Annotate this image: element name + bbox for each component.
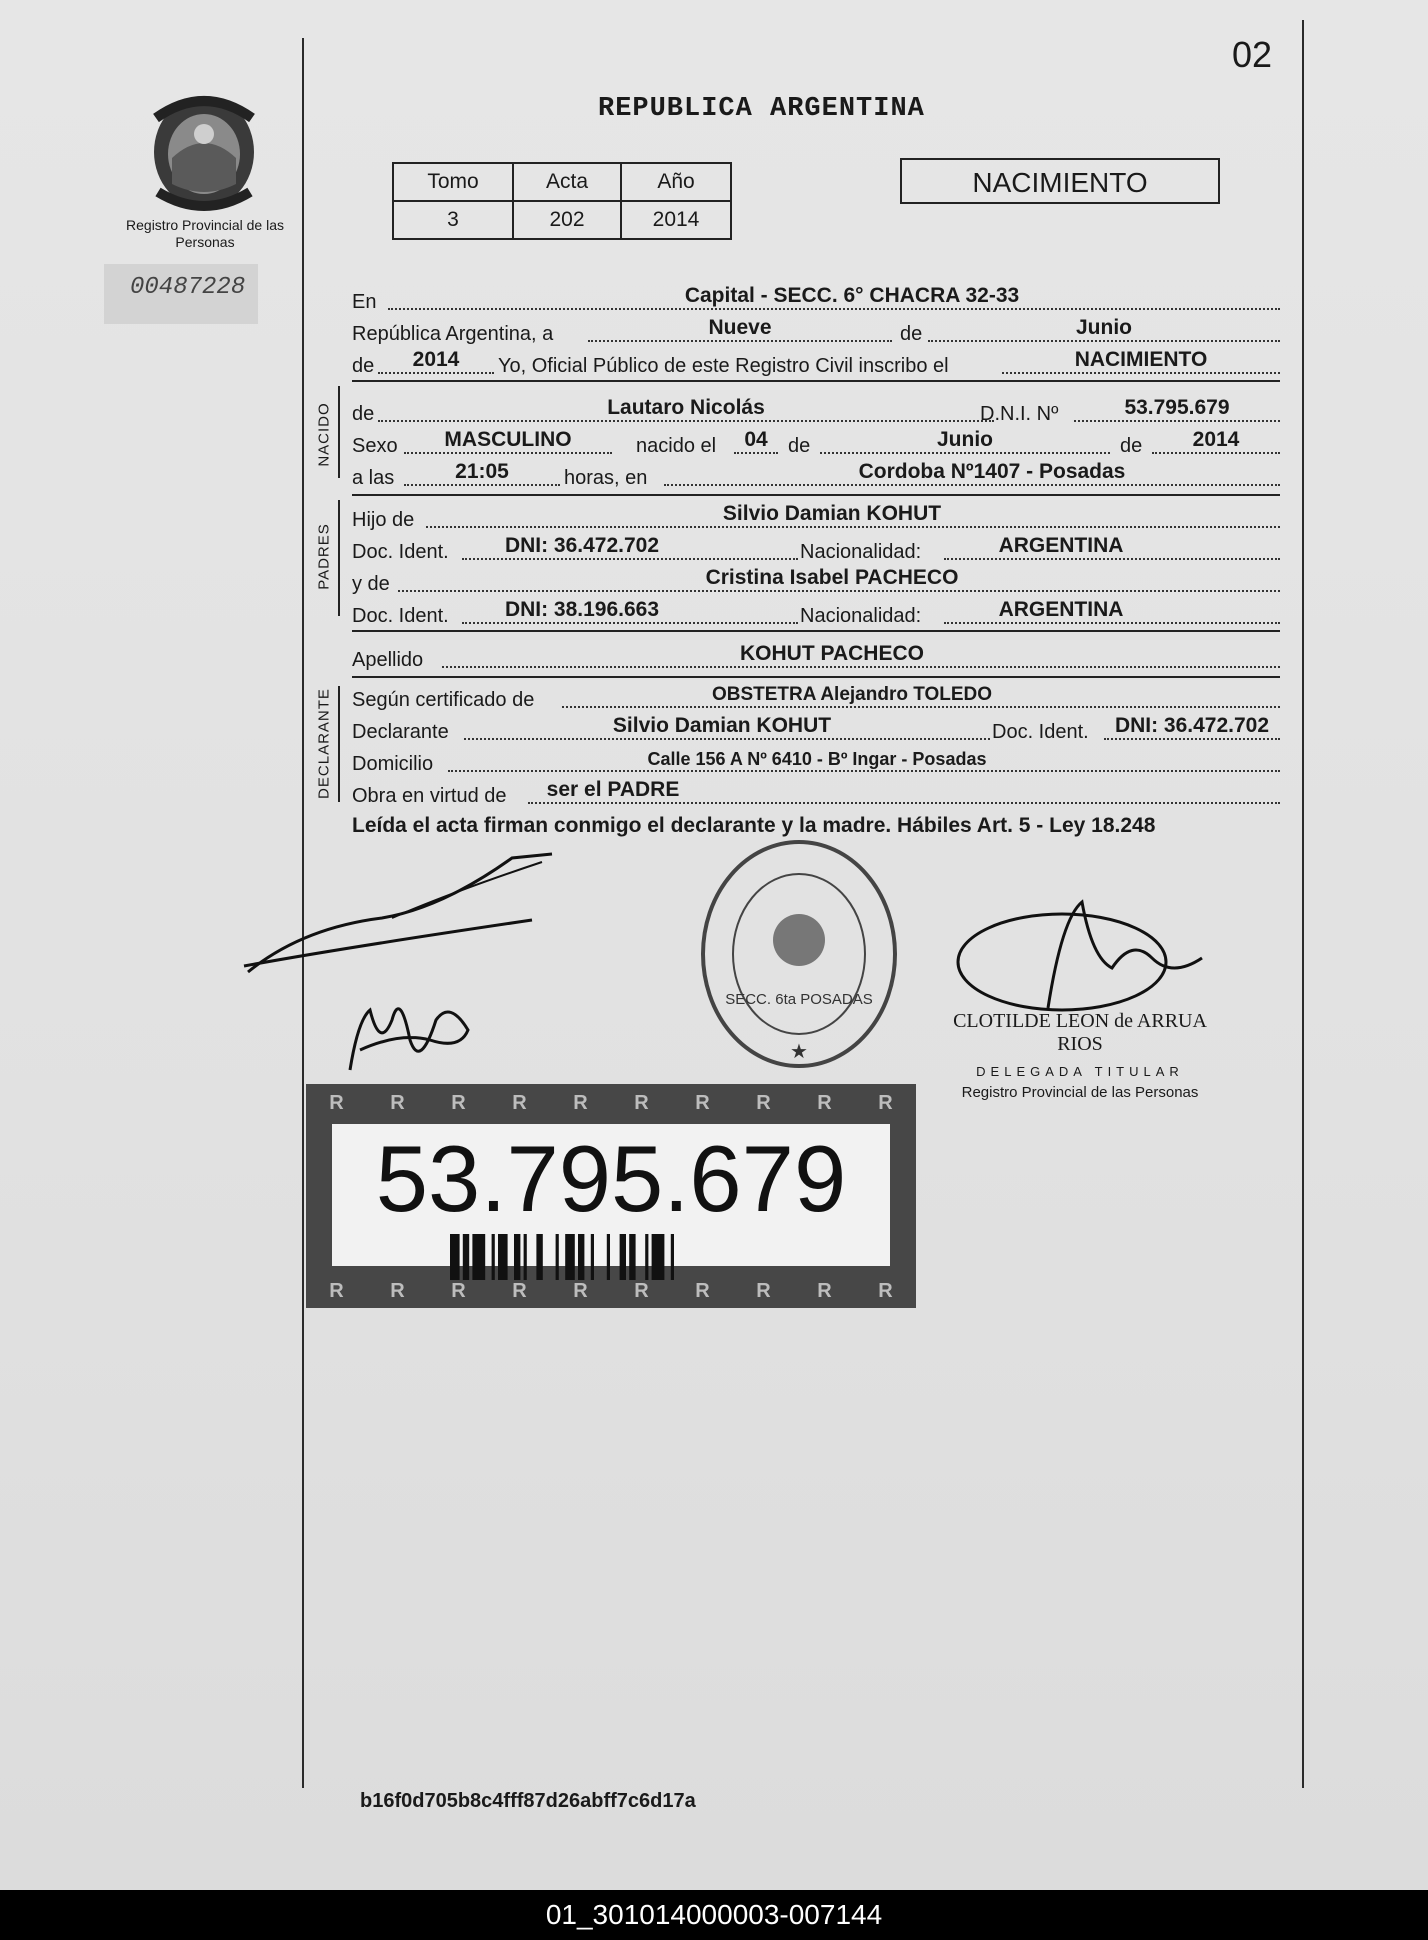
label-pattern-bottom <box>306 1276 916 1306</box>
label-declarante: Declarante <box>352 721 449 743</box>
barcode-bar <box>536 1234 542 1280</box>
label-pattern-top <box>306 1088 916 1118</box>
label-apellido: Apellido <box>352 649 424 671</box>
row-en <box>352 282 1280 314</box>
record-type-box: NACIMIENTO <box>900 158 1220 204</box>
label-doc-ident-padre: Doc. Ident. <box>352 541 449 563</box>
row-madre <box>352 564 1280 596</box>
value-anio-acta: 2014 <box>412 348 460 371</box>
pattern-mark: R <box>390 1091 405 1114</box>
label-de-anio-nac: de <box>1120 435 1143 457</box>
value-nombre: Lautaro Nicolás <box>607 396 765 419</box>
label-white-area <box>332 1124 890 1266</box>
barcode-bar <box>472 1234 485 1280</box>
label-nacionalidad-padre: Nacionalidad: <box>800 541 922 563</box>
barcode-bar <box>450 1234 460 1280</box>
value-domicilio: Calle 156 A Nº 6410 - Bº Ingar - Posadas <box>647 749 987 769</box>
pattern-mark: R <box>817 1279 832 1302</box>
section-label-padres: PADRES <box>315 523 333 590</box>
official-stamp-icon <box>698 836 900 1072</box>
barcode-bar <box>652 1234 665 1280</box>
value-anio: 2014 <box>621 201 731 239</box>
row-domicilio <box>352 744 1280 776</box>
value-padre-doc: DNI: 36.472.702 <box>504 534 660 557</box>
label-hijo-de: Hijo de <box>352 509 415 531</box>
declarant-signature-icon <box>242 848 562 978</box>
label-de-nombre: de <box>352 403 375 425</box>
section-bar-declarante <box>338 686 340 802</box>
pattern-mark: R <box>329 1091 344 1114</box>
value-mes: Junio <box>1076 316 1132 339</box>
row-nombre <box>352 394 1280 426</box>
value-madre-doc: DNI: 38.196.663 <box>504 598 660 621</box>
pattern-mark: R <box>512 1091 527 1114</box>
pattern-mark: R <box>634 1279 649 1302</box>
label-doc-ident-madre: Doc. Ident. <box>352 605 449 627</box>
label-sexo: Sexo <box>352 435 398 457</box>
value-dni: 53.795.679 <box>1124 396 1230 419</box>
serial-number: 00487228 <box>104 264 258 324</box>
section-bar-nacido <box>338 386 340 478</box>
value-padre-nac: ARGENTINA <box>998 534 1124 557</box>
value-lugar: Capital - SECC. 6° CHACRA 32-33 <box>684 284 1020 307</box>
row-obra-virtud <box>352 776 1280 808</box>
document-hash: b16f0d705b8c4fff87d26abff7c6d17a <box>360 1790 696 1812</box>
value-acto: NACIMIENTO <box>1074 348 1208 371</box>
row-republica <box>352 314 1280 346</box>
pattern-mark: R <box>756 1091 771 1114</box>
section-rule <box>352 494 1280 496</box>
barcode-bar <box>629 1234 635 1280</box>
barcode-bar <box>671 1234 674 1280</box>
pattern-mark: R <box>573 1091 588 1114</box>
value-hora: 21:05 <box>455 460 509 483</box>
pattern-mark: R <box>817 1091 832 1114</box>
record-table <box>392 162 732 240</box>
value-mes-nac: Junio <box>937 428 993 451</box>
value-obra-virtud: ser el PADRE <box>546 778 680 801</box>
province-crest-icon <box>146 88 262 216</box>
value-padre: Silvio Damian KOHUT <box>722 502 942 525</box>
svg-text:★: ★ <box>790 1041 808 1063</box>
value-certificado: OBSTETRA Alejandro TOLEDO <box>711 684 993 705</box>
section-rule <box>352 380 1280 382</box>
pattern-mark: R <box>451 1279 466 1302</box>
header-anio: Año <box>621 163 731 201</box>
value-sexo: MASCULINO <box>444 428 572 451</box>
barcode-bar <box>524 1234 527 1280</box>
official-name: CLOTILDE LEON de ARRUA RIOS <box>953 1010 1207 1055</box>
official-office: Registro Provincial de las Personas <box>961 1084 1199 1101</box>
row-anio <box>352 346 1280 378</box>
label-en: En <box>352 291 377 313</box>
page-number: 02 <box>1232 34 1273 75</box>
row-certificado <box>352 680 1280 712</box>
section-bar-padres <box>338 500 340 616</box>
label-de-mes-nac: de <box>788 435 811 457</box>
value-tomo: 3 <box>393 201 513 239</box>
row-apellido <box>352 640 1280 672</box>
barcode-bar <box>620 1234 626 1280</box>
official-role: DELEGADA TITULAR <box>976 1064 1184 1079</box>
label-de-anio: de <box>352 355 375 377</box>
value-madre: Cristina Isabel PACHECO <box>705 566 959 589</box>
barcode-bar <box>492 1234 495 1280</box>
value-apellido: KOHUT PACHECO <box>740 642 924 665</box>
label-dni: D.N.I. Nº <box>980 403 1059 425</box>
row-padre <box>352 500 1280 532</box>
barcode-bar <box>565 1234 575 1280</box>
label-nacido-el: nacido el <box>636 435 717 457</box>
value-acta: 202 <box>513 201 621 239</box>
section-label-nacido: NACIDO <box>315 402 333 467</box>
value-anio-nac: 2014 <box>1192 428 1240 451</box>
row-declarante <box>352 712 1280 744</box>
pattern-mark: R <box>329 1279 344 1302</box>
section-label-declarante: DECLARANTE <box>315 688 333 799</box>
label-segun-certificado: Según certificado de <box>352 689 535 711</box>
value-madre-nac: ARGENTINA <box>998 598 1124 621</box>
stamp-inner-text: SECC. 6ta POSADAS <box>725 991 873 1008</box>
header-acta: Acta <box>513 163 621 201</box>
label-de-mes: de <box>900 323 923 345</box>
value-dia: Nueve <box>708 316 772 339</box>
label-doc-ident-declarante: Doc. Ident. <box>992 721 1089 743</box>
barcode-bar <box>578 1234 584 1280</box>
registry-label: Registro Provincial de las Personas <box>126 217 284 250</box>
barcode-bar <box>645 1234 648 1280</box>
closing-text: Leída el acta firman conmigo el declarante y la madre. Hábiles Art. 5 - Ley 18.248 <box>352 814 1156 837</box>
label-obra-en-virtud: Obra en virtud de <box>352 785 507 807</box>
value-lugar-nac: Cordoba Nº1407 - Posadas <box>858 460 1126 483</box>
barcode-bar <box>591 1234 594 1280</box>
label-domicilio: Domicilio <box>352 753 434 775</box>
value-dia-nac: 04 <box>744 428 768 451</box>
label-nacionalidad-madre: Nacionalidad: <box>800 605 922 627</box>
pattern-mark: R <box>634 1091 649 1114</box>
row-sexo <box>352 426 1280 458</box>
row-hora <box>352 458 1280 490</box>
mother-signature-icon <box>340 980 480 1080</box>
label-a-las: a las <box>352 467 395 489</box>
file-identifier: 01_301014000003-007144 <box>0 1890 1428 1940</box>
pattern-mark: R <box>451 1091 466 1114</box>
section-rule <box>352 630 1280 632</box>
right-margin-line <box>1302 20 1304 1788</box>
document-title: REPUBLICA ARGENTINA <box>598 94 925 124</box>
barcode-bar <box>514 1234 520 1280</box>
barcode-bar <box>556 1234 559 1280</box>
header-tomo: Tomo <box>393 163 513 201</box>
pattern-mark: R <box>573 1279 588 1302</box>
pattern-mark: R <box>756 1279 771 1302</box>
pattern-mark: R <box>878 1279 893 1302</box>
label-id-number: 53.795.679 <box>375 1126 847 1231</box>
barcode-bar <box>607 1234 610 1280</box>
row-padre-doc <box>352 532 1280 564</box>
barcode-bar <box>463 1234 469 1280</box>
pattern-mark: R <box>695 1279 710 1302</box>
label-republica: República Argentina, a <box>352 323 554 345</box>
value-declarante: Silvio Damian KOHUT <box>612 714 832 737</box>
pattern-mark: R <box>390 1279 405 1302</box>
barcode-bar <box>498 1234 508 1280</box>
label-horas-en: horas, en <box>564 467 648 489</box>
label-y-de: y de <box>352 573 390 595</box>
official-block <box>950 1010 1210 1101</box>
value-declarante-doc: DNI: 36.472.702 <box>1114 714 1270 737</box>
barcode-icon <box>450 1234 820 1280</box>
id-number-label <box>306 1084 916 1308</box>
label-yo-oficial: Yo, Oficial Público de este Registro Civil inscribo el <box>498 355 949 377</box>
official-signature-icon <box>952 898 1204 1022</box>
pattern-mark: R <box>512 1279 527 1302</box>
row-madre-doc <box>352 596 1280 628</box>
pattern-mark: R <box>878 1091 893 1114</box>
pattern-mark: R <box>695 1091 710 1114</box>
